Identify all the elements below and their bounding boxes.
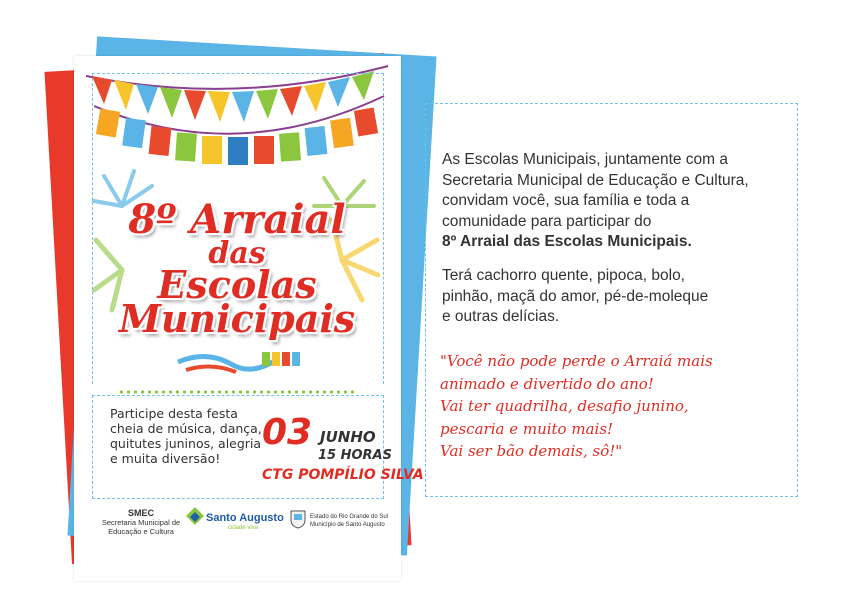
municipal-crest-icon bbox=[290, 509, 306, 529]
invitation-line: pinhão, maçã do amor, pé-de-moleque bbox=[442, 287, 709, 305]
smec-name-line: Secretaria Municipal de bbox=[101, 518, 181, 527]
event-place: CTG POMPÍLIO SILVA bbox=[262, 467, 424, 483]
ribbon-illustration bbox=[176, 348, 306, 384]
santo-augusto-logo-text: Santo Augusto bbox=[206, 512, 284, 524]
participe-line: Participe desta festa bbox=[110, 406, 238, 421]
flyer-title-line-2: das bbox=[208, 236, 266, 271]
smec-name-line: Educação e Cultura bbox=[108, 527, 174, 536]
flyer-title-line-3: Escolas bbox=[157, 262, 317, 307]
invitation-event-name: 8º Arraial das Escolas Municipais. bbox=[442, 233, 692, 250]
invitation-line: Secretaria Municipal de Educação e Cultura, bbox=[442, 171, 749, 189]
santo-augusto-logo-icon bbox=[186, 507, 204, 527]
invitation-paragraph-2 bbox=[442, 266, 792, 328]
flyer-participe-text bbox=[110, 406, 270, 466]
invitation-line: convidam você, sua família e toda a bbox=[442, 192, 690, 209]
invitation-line: e outras delícias. bbox=[442, 308, 560, 325]
participe-line: cheia de música, dança, bbox=[110, 421, 262, 436]
dotted-divider bbox=[118, 390, 358, 394]
event-hour: 15 HORAS bbox=[318, 448, 392, 463]
quote-line: pescaria e muito mais! bbox=[440, 419, 614, 438]
invitation-paragraph-1 bbox=[442, 150, 792, 253]
invitation-line: comunidade para participar do bbox=[442, 212, 652, 230]
state-line: Município de Santo Augusto bbox=[310, 522, 385, 528]
event-day: 03 bbox=[262, 412, 313, 453]
invitation-quote bbox=[440, 350, 790, 463]
participe-line: quitutes juninos, alegria bbox=[110, 436, 262, 451]
flyer-title-line-4: Municipais bbox=[118, 296, 356, 341]
quote-line: animado e divertido do ano! bbox=[440, 374, 654, 393]
flyer-title-line-1: 8º Arraial bbox=[128, 196, 346, 243]
quote-line: "Você não pode perde o Arraiá mais bbox=[440, 352, 713, 370]
smec-abbr: SMEC bbox=[127, 508, 154, 518]
invitation-line: Terá cachorro quente, pipoca, bolo, bbox=[442, 267, 685, 284]
smec-logo bbox=[96, 509, 186, 536]
participe-line: e muita diversão! bbox=[110, 451, 221, 466]
event-month: JUNHO bbox=[320, 428, 376, 446]
quote-line: Vai ser bão demais, sô!" bbox=[440, 442, 623, 460]
state-line: Estado do Rio Grande do Sul bbox=[310, 514, 389, 520]
santo-augusto-logo-subtitle: cidade viva bbox=[228, 525, 259, 531]
quote-line: Vai ter quadrilha, desafio junino, bbox=[440, 397, 689, 415]
invitation-line: As Escolas Municipais, juntamente com a bbox=[442, 151, 729, 168]
state-municipality-label bbox=[310, 513, 390, 529]
